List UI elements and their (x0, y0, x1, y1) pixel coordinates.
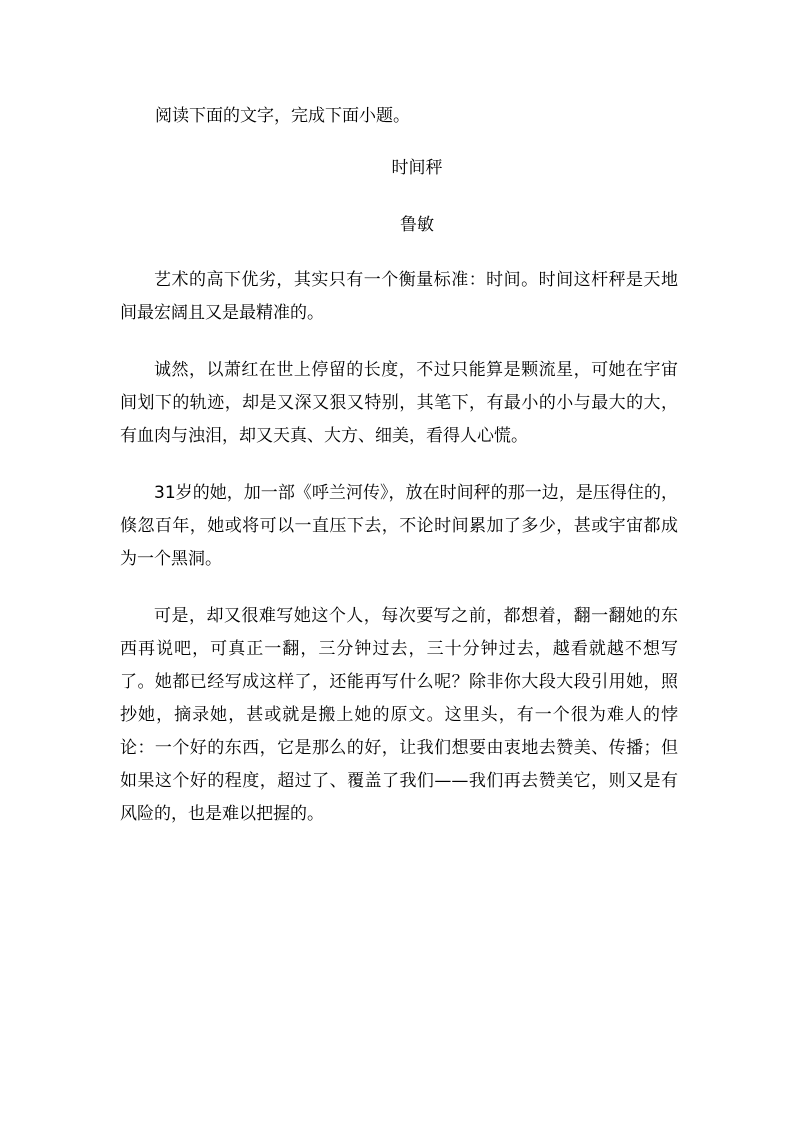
paragraph-2: 诚然，以萧红在世上停留的长度，不过只能算是颗流星，可她在宇宙间划下的轨迹，却是又深又狠又特别，其笔下，有最小的小与最大的大，有血肉与浊泪，却又天真、大方、细美，看得人心慌。 (120, 360, 678, 446)
article-body (120, 264, 678, 855)
article-author: 鲁敏 (400, 215, 434, 235)
reading-instruction: 阅读下面的文字，完成下面小题。 (155, 106, 410, 126)
paragraph-3: 31岁的她，加一部《呼兰河传》，放在时间秤的那一边，是压得住的，倏忽百年，她或将可以一直压下去，不论时间累加了多少，甚或宇宙都成为一个黑洞。 (120, 483, 678, 569)
paragraph-1: 艺术的高下优劣，其实只有一个衡量标准：时间。时间这杆秤是天地间最宏阔且又是最精准的。 (120, 270, 678, 323)
article-title: 时间秤 (391, 158, 443, 178)
paragraph-4: 可是，却又很难写她这个人，每次要写之前，都想着，翻一翻她的东西再说吧，可真正一翻，三分钟过去，三十分钟过去，越看就越不想写了。她都已经写成这样了，还能再写什么呢？除非你大段大段引用她，照抄她，摘录她，甚或就是搬上她的原文。这里头，有一个很为难人的悖论：一个好的东西，它是那么的好，让我们想要由衷地去赞美、传播；但如果这个好的程度，超过了、覆盖了我们——我们再去赞美它，则又是有风险的，也是难以把握的。 (120, 606, 678, 824)
